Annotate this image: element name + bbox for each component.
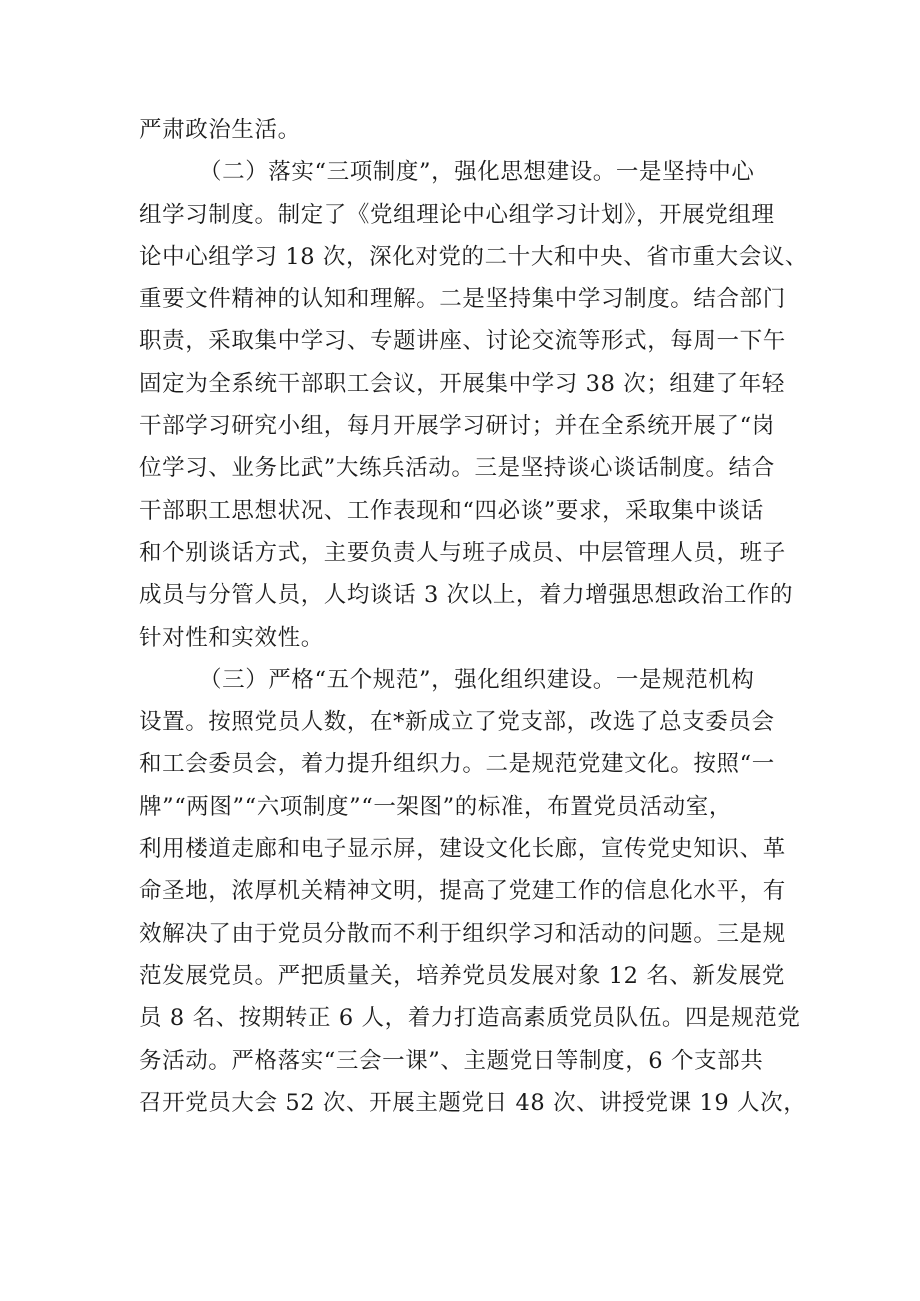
text-line: 效解决了由于党员分散而不利于组织学习和活动的问题。三是规 xyxy=(139,920,786,947)
text-line: 组学习制度。制定了《党组理论中心组学习计划》，开展党组理 xyxy=(139,201,775,228)
text-line: 论中心组学习 18 次，深化对党的二十大和中央、省市重大会议、 xyxy=(139,243,809,270)
text-line: 牌”“两图”“六项制度”“一架图”的标准，布置党员活动室， xyxy=(139,793,732,820)
section-heading-line: （二）落实“三项制度”，强化思想建设。一是坚持中心 xyxy=(199,159,755,186)
text-line: 重要文件精神的认知和理解。二是坚持集中学习制度。结合部门 xyxy=(139,286,786,313)
text-line: 干部学习研究小组，每月开展学习研讨；并在全系统开展了“岗 xyxy=(139,413,775,440)
text-line: 员 8 名、按期转正 6 人，着力打造高素质党员队伍。四是规范党 xyxy=(139,1005,801,1032)
text-line: 干部职工思想状况、工作表现和“四必谈”要求，采取集中谈话 xyxy=(139,497,764,524)
document-body xyxy=(139,109,809,1124)
text-line: 和工会委员会，着力提升组织力。二是规范党建文化。按照“一 xyxy=(139,751,775,778)
text-line: 命圣地，浓厚机关精神文明，提高了党建工作的信息化水平，有 xyxy=(139,878,786,905)
text-line: 和个别谈话方式，主要负责人与班子成员、中层管理人员，班子 xyxy=(139,539,786,566)
section-heading-line: （三）严格“五个规范”，强化组织建设。一是规范机构 xyxy=(199,666,755,693)
text-line: 利用楼道走廊和电子显示屏，建设文化长廊，宣传党史知识、革 xyxy=(139,836,786,863)
text-line: 位学习、业务比武”大练兵活动。三是坚持谈心谈话制度。结合 xyxy=(139,455,775,482)
text-line: 固定为全系统干部职工会议，开展集中学习 38 次；组建了年轻 xyxy=(139,370,785,397)
text-line: 召开党员大会 52 次、开展主题党日 48 次、讲授党课 19 人次， xyxy=(139,1089,807,1116)
text-line: 职责，采取集中学习、专题讲座、讨论交流等形式，每周一下午 xyxy=(139,328,786,355)
text-line: 设置。按照党员人数，在*新成立了党支部，改选了总支委员会 xyxy=(139,709,775,736)
text-line: 务活动。严格落实“三会一课”、主题党日等制度，6 个支部共 xyxy=(139,1047,764,1074)
text-line: 针对性和实效性。 xyxy=(139,624,324,651)
text-line: 严肃政治生活。 xyxy=(139,117,301,143)
text-line: 成员与分管人员，人均谈话 3 次以上，着力增强思想政治工作的 xyxy=(139,582,794,609)
text-line: 范发展党员。严把质量关，培养党员发展对象 12 名、新发展党 xyxy=(139,962,785,989)
